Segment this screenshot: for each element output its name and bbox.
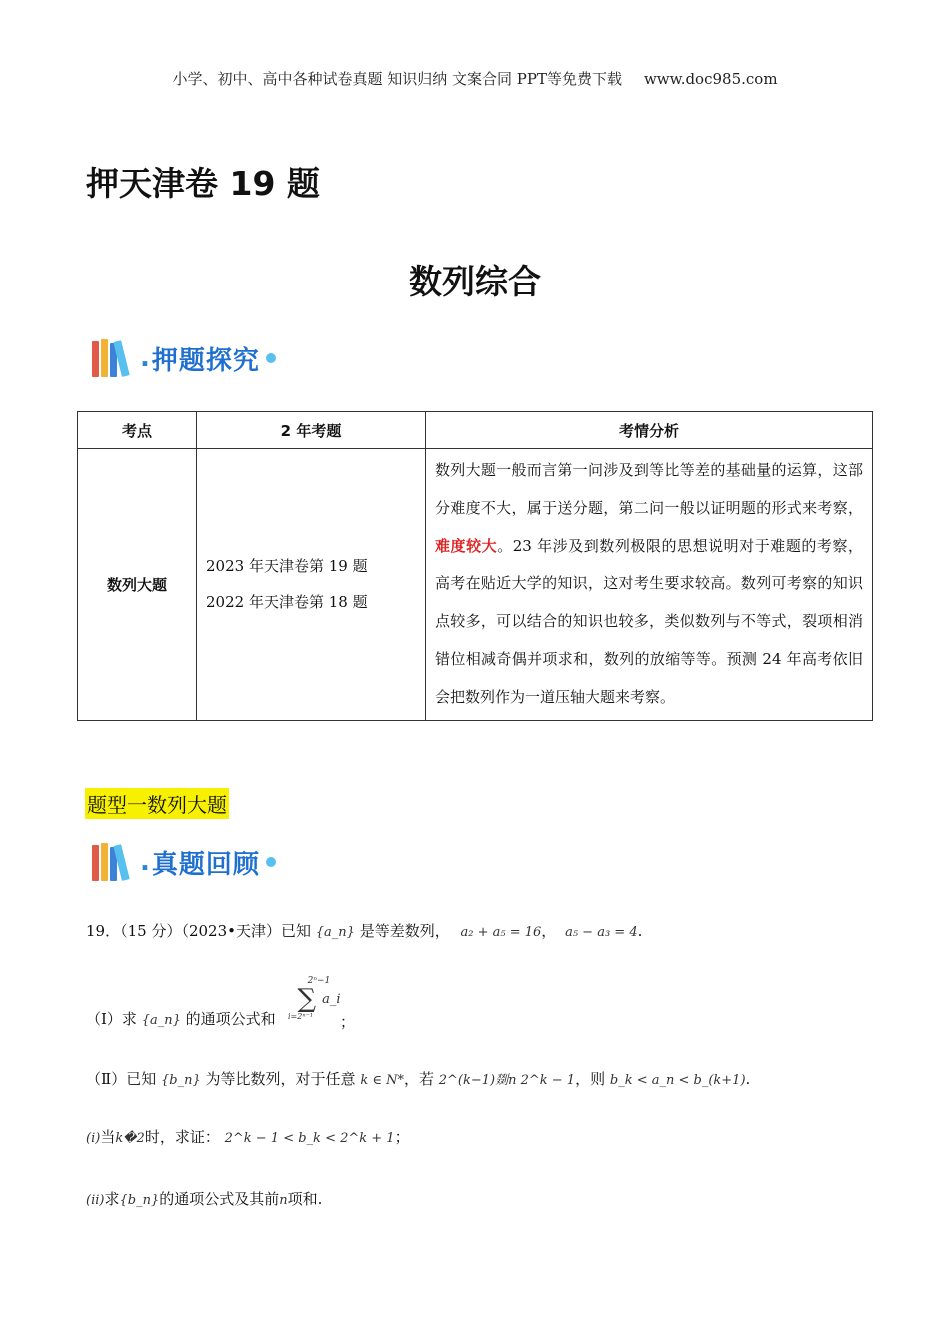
period: .: [745, 1070, 751, 1088]
seq-a: {a_n}: [315, 925, 355, 940]
question-part-ii: [86, 1188, 322, 1209]
analysis-text-rest: 。23 年涉及到数列极限的思想说明对于难题的考察，高考在贴近大学的知识，这对考生要求较高。数列可考察的知识点较多，可以结合的知识也较多，类似数列与不等式，裂项相消错位相减奇偶并项求和，数列的放缩等等。预测 24 年高考依旧会把数列作为一道压轴大题来考察。: [435, 536, 863, 706]
semicolon: ；: [394, 1128, 410, 1146]
exam-item: 2022 年天津卷第 18 题: [206, 593, 368, 612]
part-ii-text: 求: [104, 1190, 120, 1208]
banner-dot: .: [140, 847, 150, 877]
page-subtitle: 数列综合: [409, 262, 541, 301]
header-site: www.doc985.com: [643, 70, 778, 88]
separator: ，: [541, 922, 557, 940]
n-variable: n: [279, 1193, 288, 1208]
question-part-2: [86, 1068, 750, 1089]
question-part-i: [86, 1126, 410, 1147]
period: .: [637, 922, 643, 940]
proof-inequality: 2^k − 1 < b_k < 2^k + 1: [224, 1131, 395, 1146]
explore-banner-label: 押题探究: [151, 345, 260, 376]
part2-text: 为等比数列，对于任意: [205, 1070, 356, 1088]
exam-item: 2023 年天津卷第 19 题: [206, 557, 368, 576]
analysis-text: 数列大题一般而言第一问涉及到等比等差的基础量的运算，这部分难度不大，属于送分题，第二问一般以证明题的形式来考察，: [435, 461, 863, 517]
k-condition: k�2: [115, 1131, 145, 1146]
books-icon: [92, 339, 132, 377]
review-banner-label: 真题回顾: [151, 849, 260, 880]
review-banner: [92, 840, 276, 884]
b-inequality: b_k < a_n < b_(k+1): [609, 1073, 746, 1088]
part2-ruo: ，若: [403, 1070, 434, 1088]
part-i-label: (i): [86, 1131, 101, 1146]
books-icon: [92, 843, 132, 881]
banner-dot: .: [140, 343, 150, 373]
sigma-icon: ∑: [297, 984, 317, 1014]
circle-icon: [266, 857, 276, 867]
n-range: 2^(k−1)剟n 2^k − 1: [438, 1073, 576, 1088]
seq-b: {b_n}: [160, 1073, 201, 1088]
section-label: 题型一数列大题: [85, 788, 229, 819]
sum-term: a_i: [322, 991, 341, 1007]
table-header-topic: 考点: [78, 412, 197, 449]
part-ii-text3: 项和.: [287, 1190, 323, 1208]
condition-2: a₅ − a₃ = 4: [565, 925, 638, 940]
part-i-text2: 时，求证：: [144, 1128, 220, 1146]
question-part-1: [86, 1008, 276, 1029]
part2-prefix: （Ⅱ）已知: [86, 1070, 157, 1088]
circle-icon: [266, 353, 276, 363]
table-cell-topic: 数列大题: [78, 449, 197, 721]
table-cell-exams: [197, 449, 426, 721]
part1-end: ；: [340, 1013, 356, 1031]
question-stem: [86, 920, 642, 941]
analysis-highlight: 难度较大: [435, 536, 498, 555]
page-header: [0, 68, 950, 89]
part-ii-text2: 的通项公式及其前: [159, 1190, 280, 1208]
analysis-table: [77, 411, 873, 721]
seq-a: {a_n}: [141, 1013, 181, 1028]
condition-1: a₂ + a₅ = 16: [460, 925, 542, 940]
sum-lower: i=2ⁿ⁻¹: [288, 1012, 314, 1021]
table-header-row: [78, 412, 873, 449]
part-i-text: 当: [100, 1128, 116, 1146]
header-text: 小学、初中、高中各种试卷真题 知识归纳 文案合同 PPT等免费下载: [172, 70, 622, 88]
part1-prefix: （Ⅰ）求: [86, 1010, 137, 1028]
table-row: [78, 449, 873, 721]
explore-banner: [92, 336, 276, 380]
table-cell-analysis: [426, 449, 873, 721]
seq-b: {b_n}: [119, 1193, 160, 1208]
question-text: 是等差数列，: [359, 922, 450, 940]
table-header-exams: 2 年考题: [197, 412, 426, 449]
part2-ze: ，则: [575, 1070, 606, 1088]
page-title: 押天津卷 19 题: [86, 164, 320, 203]
part-ii-label: (ii): [86, 1193, 105, 1208]
question-prefix: 19．（15 分）（2023•天津）已知: [86, 922, 311, 940]
part1-text: 的通项公式和: [185, 1010, 276, 1028]
table-header-analysis: 考情分析: [426, 412, 873, 449]
sum-upper: 2ⁿ−1: [307, 976, 331, 986]
k-condition: k ∈ N*: [360, 1073, 404, 1088]
